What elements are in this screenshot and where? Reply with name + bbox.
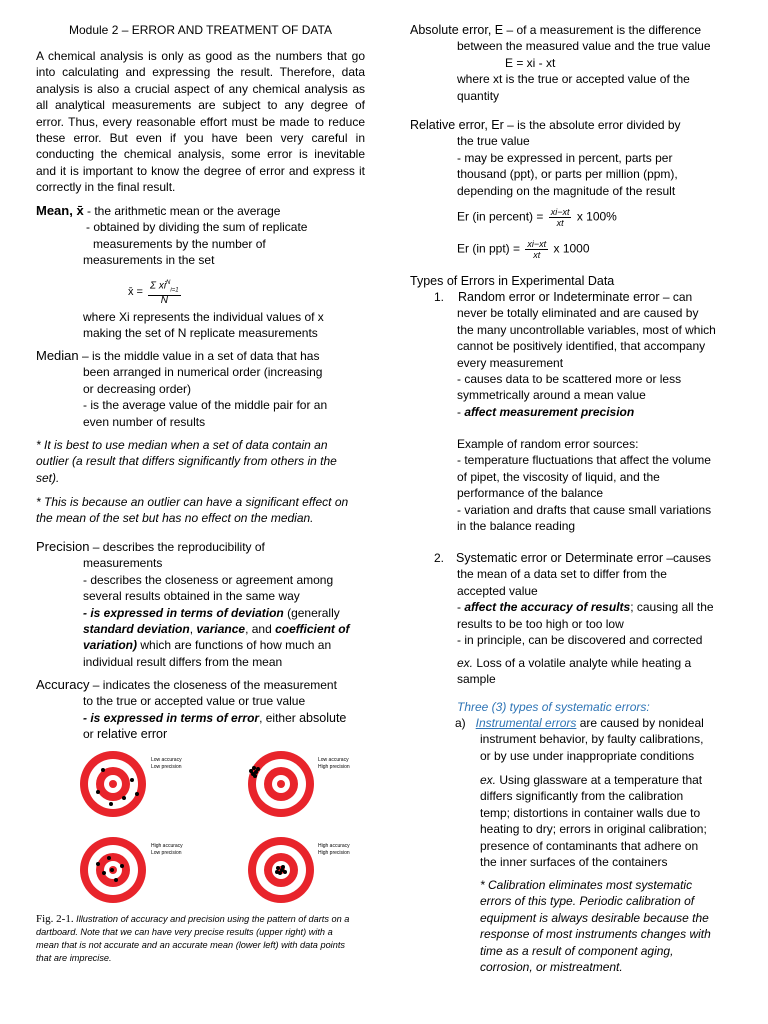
figure-caption-label: Fig. 2-1. xyxy=(36,913,74,925)
precision-line6b: , xyxy=(189,622,197,637)
instrumental-ex6: the inner surfaces of the containers xyxy=(480,855,668,870)
random-num: 1. xyxy=(434,290,445,304)
rel-line3: - may be expressed in percent, parts per xyxy=(457,150,673,165)
systematic-affect-accuracy: affect the accuracy of results xyxy=(464,600,631,615)
label-tl-1: Low accuracy xyxy=(151,757,182,763)
rel-line1: – is the absolute error divided by xyxy=(503,118,681,132)
rel-line4: thousand (ppt), or parts per million (ppm), xyxy=(457,167,678,182)
random-line7: symmetrically around a mean value xyxy=(457,388,646,403)
precision-line7b: which are functions of how much an xyxy=(137,638,332,653)
median-note1: * It is best to use median when a set of data contain an outlier (a result that differs significantly from others in the set). xyxy=(36,438,337,485)
label-br-2: High precision xyxy=(318,850,350,856)
abs-where1: where xt is the true or accepted value of the xyxy=(457,72,690,87)
precision-variance: variance xyxy=(196,622,246,637)
median-line3: or decreasing order) xyxy=(83,381,192,396)
random-line2: never be totally eliminated and are caused by xyxy=(457,306,699,321)
systematic-example xyxy=(457,655,757,688)
rel-line5: depending on the magnitude of the result xyxy=(457,183,676,198)
median-line2: been arranged in numerical order (increasing xyxy=(83,365,323,380)
precision-line6d: , and xyxy=(245,622,276,637)
rel-f2-lhs: Er (in ppt) = xyxy=(457,241,521,256)
rel-f1-rhs: x 100% xyxy=(576,209,617,224)
precision-section xyxy=(36,539,366,670)
instrumental-ex3: temp; distortions in container walls due to xyxy=(480,805,701,820)
relative-error-section xyxy=(410,117,755,199)
abs-line2: between the measured value and the true value xyxy=(457,39,711,54)
systematic-error-section xyxy=(410,550,755,648)
mean-section xyxy=(36,203,366,269)
calibration-note xyxy=(480,877,755,975)
accuracy-term: Accuracy xyxy=(36,677,90,692)
rel-f2-rhs: x 1000 xyxy=(553,241,590,256)
precision-term: Precision xyxy=(36,539,90,554)
mean-formula-lhs: x̄ = xyxy=(128,286,143,299)
systematic-ex-label: ex. xyxy=(457,656,474,670)
mean-term: Mean, x̄ xyxy=(36,203,84,218)
systematic-num: 2. xyxy=(434,551,445,565)
precision-line4: several results obtained in the same way xyxy=(83,589,300,604)
precision-line3: - describes the closeness or agreement among xyxy=(83,572,334,587)
rel-line2: the true value xyxy=(457,134,530,149)
median-section xyxy=(36,348,371,430)
systematic-line3: accepted value xyxy=(457,583,538,598)
random-term: Random error or Indeterminate error xyxy=(458,290,660,304)
dartboard-top-left xyxy=(80,751,146,817)
rel-f1-lhs: Er (in percent) = xyxy=(457,209,544,224)
abs-where2: quantity xyxy=(457,88,500,103)
random-ex1: Example of random error sources: xyxy=(457,437,639,451)
calibration-line4: response of most instruments changes with xyxy=(480,927,711,942)
systematic-line2: the mean of a data set to differ from the xyxy=(457,567,667,582)
calibration-line2: errors of this type. Periodic calibration of xyxy=(480,894,695,909)
intro-paragraph: A chemical analysis is only as good as the numbers that go into calculating and expressing the result. Therefore, data analysis is also a crucial aspect of any chemical analysis as all analytical measurements are subject to any degree of error. Thus, every reasonable effort must be made to reduce these error. But even if you have been very careful in conducting the chemical analysis, some error is inevitable and it is important to know the degree of error and express it correctly in the final result. xyxy=(36,49,365,195)
label-bl-1: High accuracy xyxy=(151,843,183,849)
precision-line7a: variation) xyxy=(83,638,138,653)
systematic-line4c: ; causing all the xyxy=(630,600,714,615)
instrumental-a1: are caused by nonideal xyxy=(576,716,704,730)
mean-formula-sub: i=1 xyxy=(170,287,179,294)
label-bl-2: Low precision xyxy=(151,850,182,856)
dartboard-figure xyxy=(76,746,366,911)
rel-f1-num: xi−xt xyxy=(550,207,570,217)
precision-line2: measurements xyxy=(83,556,163,571)
instrumental-a3: or by use under inappropriate conditions xyxy=(480,748,695,763)
abs-formula: E = xi - xt xyxy=(505,55,556,70)
random-line3: the many uncontrollable variables, most of which xyxy=(457,322,716,337)
instrumental-ex1: Using glassware at a temperature that xyxy=(496,773,703,787)
dartboard-bottom-right xyxy=(248,837,314,903)
instrumental-label: a) xyxy=(455,716,466,730)
median-line5: even number of results xyxy=(83,414,206,429)
instrumental-errors-section xyxy=(455,715,755,764)
mean-formula-den: N xyxy=(160,295,168,307)
mean-line4: measurements in the set xyxy=(83,253,215,268)
mean-formula-num: Σ xi xyxy=(150,280,167,292)
abs-term: Absolute error, E xyxy=(410,23,504,37)
instrumental-example xyxy=(480,772,755,870)
systematic-line5: results to be too high or too low xyxy=(457,616,624,631)
accuracy-line4a: or xyxy=(83,727,98,742)
label-tr-2: High precision xyxy=(318,764,350,770)
absolute-error-section xyxy=(410,22,755,104)
calibration-line3: equipment is always desirable because the xyxy=(480,910,709,925)
accuracy-relative: relative error xyxy=(97,727,168,742)
abs-line1: – of a measurement is the difference xyxy=(503,23,701,37)
rel-f2-den: xt xyxy=(533,250,541,260)
figure-caption xyxy=(36,913,358,965)
dartboard-top-right xyxy=(248,751,314,817)
instrumental-a2: instrument behavior, by faulty calibrations, xyxy=(480,732,704,747)
mean-line1: - the arithmetic mean or the average xyxy=(83,204,281,218)
systematic-line6: - in principle, can be discovered and corrected xyxy=(457,633,703,648)
rel-formula-ppt xyxy=(457,239,590,260)
mean-where2: making the set of N replicate measurements xyxy=(83,326,318,341)
accuracy-absolute: absolute xyxy=(299,710,347,725)
instrumental-ex-label: ex. xyxy=(480,773,497,787)
precision-line8: individual result differs from the mean xyxy=(83,654,283,669)
median-term: Median xyxy=(36,348,79,363)
median-note2: * This is because an outlier can have a significant effect on the mean of the set but has no effect on the median. xyxy=(36,495,349,526)
rel-f1-den: xt xyxy=(556,218,564,228)
systematic-ex-b: Loss of a volatile analyte while heating a xyxy=(473,656,692,670)
page-title: Module 2 – ERROR AND TREATMENT OF DATA xyxy=(69,23,332,37)
instrumental-ex4: heating to dry; errors in original calibration; xyxy=(480,822,707,837)
random-ex5: - variation and drafts that cause small variations xyxy=(457,502,712,517)
systematic-term: Systematic error or Determinate error xyxy=(456,551,664,565)
random-line5: every measurement xyxy=(457,355,564,370)
random-line6: - causes data to be scattered more or less xyxy=(457,372,682,387)
figure-caption-text: Illustration of accuracy and precision using the pattern of darts on a dartboard. Note that we can have very precise results (upper right) with a mean that is not accurate and an accurate mean (lower left) with data points that are imprecise. xyxy=(36,914,350,963)
random-ex4: performance of the balance xyxy=(457,486,604,501)
accuracy-line2: to the true or accepted value or true value xyxy=(83,694,306,709)
systematic-line4a: - xyxy=(457,600,465,615)
mean-where1: where Xi represents the individual values of x xyxy=(83,310,324,324)
calibration-line6: corrosion, or mistreatment. xyxy=(480,960,623,975)
three-types-heading: Three (3) types of systematic errors: xyxy=(457,700,650,714)
precision-std-dev: standard deviation xyxy=(83,622,190,637)
accuracy-line3a: - is expressed in terms of error xyxy=(83,710,260,725)
random-error-section xyxy=(410,289,755,420)
label-tr-1: Low accuracy xyxy=(318,757,349,763)
calibration-line1: * Calibration eliminates most systematic xyxy=(480,878,693,892)
median-line1: – is the middle value in a set of data that has xyxy=(78,349,320,363)
instrumental-term: Instrumental errors xyxy=(475,716,577,730)
instrumental-ex2: differs significantly from the calibration xyxy=(480,789,684,804)
mean-where xyxy=(83,309,373,342)
random-examples xyxy=(457,436,757,534)
systematic-ex-c: sample xyxy=(457,672,496,687)
accuracy-line1: – indicates the closeness of the measurement xyxy=(89,678,337,692)
random-line4: cannot be positively identified, that accompany xyxy=(457,339,706,354)
precision-line1: – describes the reproducibility of xyxy=(89,540,265,554)
accuracy-line3b: , either xyxy=(259,710,300,725)
mean-formula-sup: N xyxy=(166,280,171,286)
random-line1: – can xyxy=(659,290,693,304)
random-line8a: - xyxy=(457,404,465,419)
label-tl-2: Low precision xyxy=(151,764,182,770)
median-line4: - is the average value of the middle pair for an xyxy=(83,398,328,413)
rel-term: Relative error, Er xyxy=(410,118,504,132)
random-ex3: of pipet, the viscosity of liquid, and the xyxy=(457,469,660,484)
dartboard-figure-svg xyxy=(76,746,366,911)
accuracy-section xyxy=(36,677,366,743)
precision-line5b: (generally xyxy=(283,605,340,620)
instrumental-ex5: presence of contaminants that adhere on xyxy=(480,838,699,853)
random-ex6: in the balance reading xyxy=(457,519,576,534)
mean-line3: measurements by the number of xyxy=(93,236,266,251)
types-heading: Types of Errors in Experimental Data xyxy=(410,274,615,288)
precision-line5a: - is expressed in terms of deviation xyxy=(83,605,284,620)
mean-line2: - obtained by dividing the sum of replicate xyxy=(86,220,308,235)
label-br-1: High accuracy xyxy=(318,843,350,849)
random-affect-precision: affect measurement precision xyxy=(464,404,635,419)
systematic-line1: –causes xyxy=(663,551,712,565)
precision-coef-var: coefficient of xyxy=(275,622,350,637)
mean-formula xyxy=(128,278,183,306)
random-ex2: - temperature fluctuations that affect the volume xyxy=(457,453,711,468)
calibration-line5: time as a result of component aging, xyxy=(480,943,674,958)
rel-formula-percent xyxy=(457,207,617,228)
dartboard-bottom-left xyxy=(80,837,146,903)
rel-f2-num: xi−xt xyxy=(527,239,547,249)
